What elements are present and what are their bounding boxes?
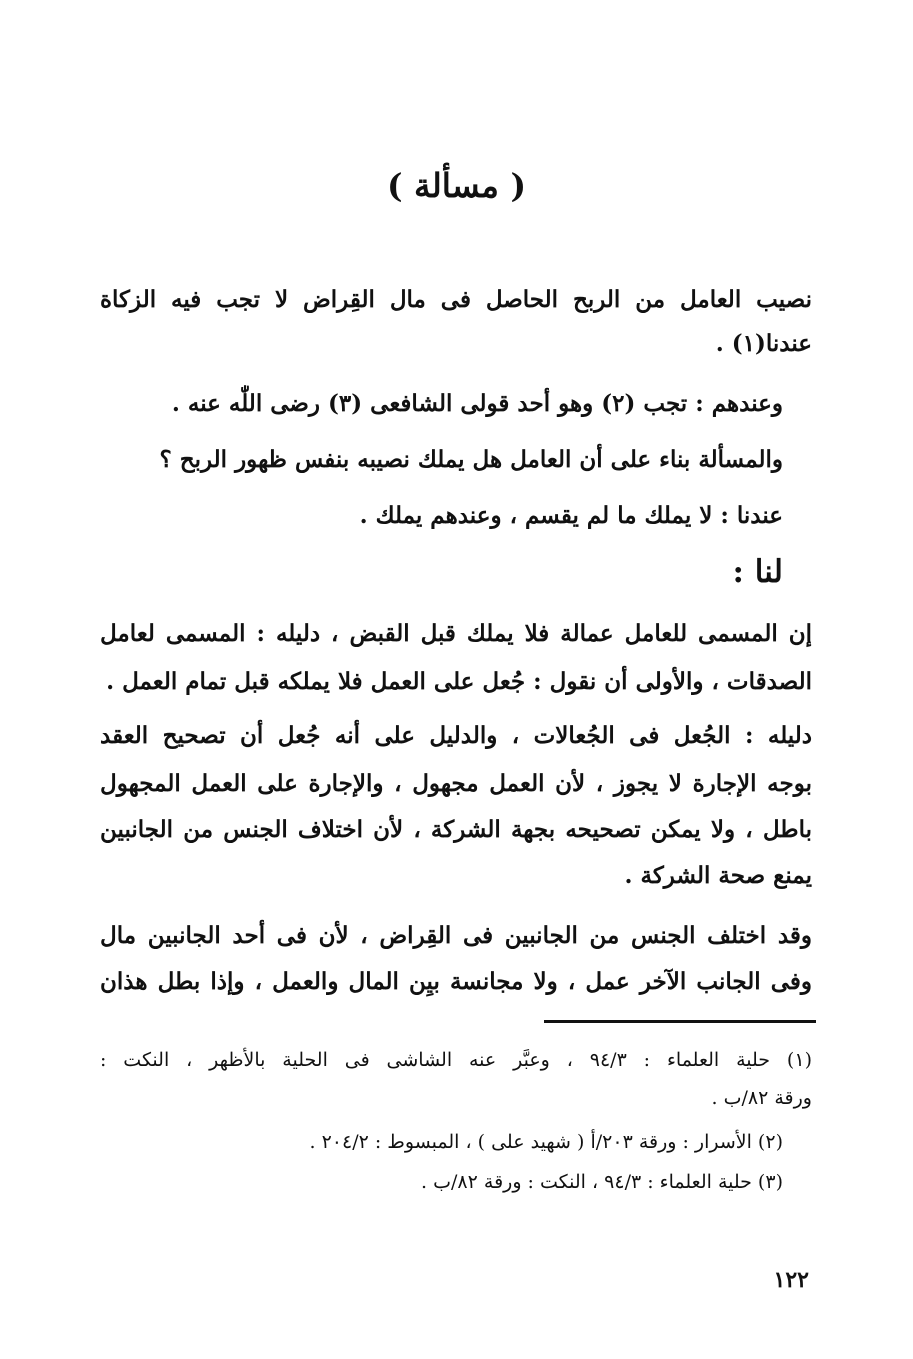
paragraph-6-line-4: يمنع صحة الشركة . bbox=[624, 862, 812, 889]
paragraph-7-line-1: وقد اختلف الجنس من الجانبين فى القِراض ، لأن فى أحد الجانبين مال bbox=[100, 922, 812, 949]
footnote-1-line-1: (١) حلية العلماء : ٩٤/٣ ، وعبَّر عنه الشاشى فى الحلية بالأظهر ، النكت : bbox=[100, 1049, 812, 1071]
paragraph-1-line-2: عندنا(١) . bbox=[715, 330, 812, 357]
footnote-2: (٢) الأسرار : ورقة ٢٠٣/أ ( شهيد على ) ، المبسوط : ٢٠٤/٢ . bbox=[309, 1131, 783, 1153]
paragraph-7-line-2: وفى الجانب الآخر عمل ، ولا مجانسة بيِن المال والعمل ، وإذا بطل هذان bbox=[100, 968, 812, 995]
page-number: ١٢٢ bbox=[773, 1267, 809, 1293]
paragraph-2: وعندهم : تجب (٢) وهو أحد قولى الشافعى (٣) رضى اللّٰه عنه . bbox=[171, 390, 783, 417]
footnote-3: (٣) حلية العلماء : ٩٤/٣ ، النكت : ورقة ٨٢/ب . bbox=[421, 1171, 783, 1193]
paragraph-5-line-2: الصدقات ، والأولى أن نقول : جُعل على العمل فلا يملكه قبل تمام العمل . bbox=[106, 668, 812, 695]
footnote-1-line-2: ورقة ٨٢/ب . bbox=[711, 1087, 812, 1109]
paragraph-4: عندنا : لا يملك ما لم يقسم ، وعندهم يملك . bbox=[359, 502, 783, 529]
footnote-separator bbox=[544, 1020, 816, 1023]
page-title: ( مسألة ) bbox=[386, 166, 527, 205]
paragraph-3: والمسألة بناء على أن العامل هل يملك نصيبه بنفس ظهور الربح ؟ bbox=[159, 446, 783, 473]
paragraph-6-line-3: باطل ، ولا يمكن تصحيحه بجهة الشركة ، لأن اختلاف الجنس من الجانبين bbox=[100, 816, 812, 843]
paragraph-1-line-1: نصيب العامل من الربح الحاصل فى مال القِراض لا تجب فيه الزكاة bbox=[100, 286, 812, 313]
paragraph-6-line-2: بوجه الإجارة لا يجوز ، لأن العمل مجهول ، والإجارة على العمل المجهول bbox=[100, 770, 812, 797]
section-heading-lana: لنا : bbox=[732, 554, 783, 590]
paragraph-6-line-1: دليله : الجُعل فى الجُعالات ، والدليل على أنه جُعل أن تصحيح العقد bbox=[100, 722, 812, 749]
paragraph-5-line-1: إن المسمى للعامل عمالة فلا يملك قبل القبض ، دليله : المسمى لعامل bbox=[100, 620, 812, 647]
